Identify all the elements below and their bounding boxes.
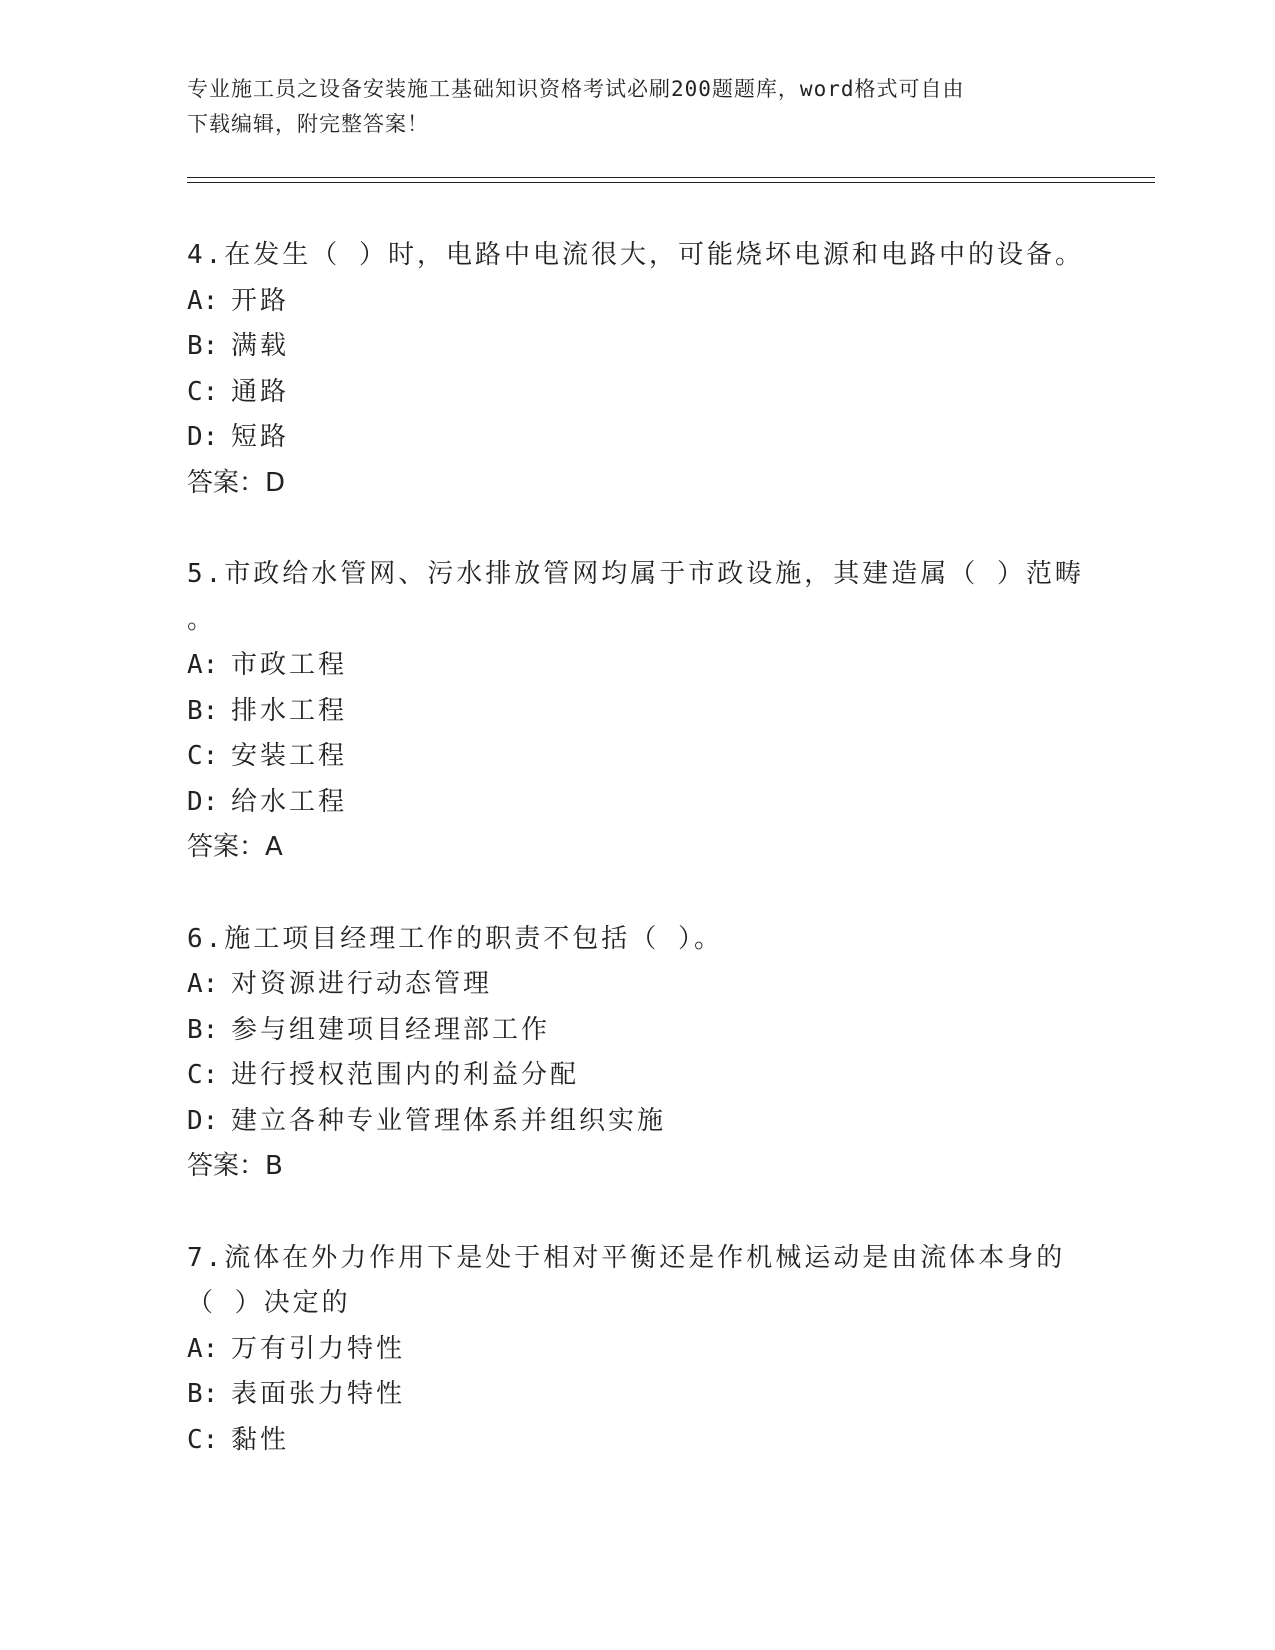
option-text: 通路 [231,376,290,407]
option-text: 表面张力特性 [231,1379,406,1409]
option-key: D: [187,786,219,817]
option-c [187,1418,1087,1464]
option-key: B: [187,331,219,361]
option-text: 参与组建项目经理部工作 [231,1014,551,1045]
option-d [187,1099,1087,1145]
option-c [187,1053,1087,1099]
option-key: D: [187,422,219,452]
option-text: 市政工程 [231,650,348,680]
question-6 [187,917,1087,1190]
option-key: A: [187,969,219,999]
option-a [187,962,1087,1008]
answer-line: 答案：A [187,832,283,862]
header-line-2: 下载编辑，附完整答案！ [187,112,429,136]
option-b [187,689,1087,735]
option-text: 满载 [231,331,290,361]
question-list [187,233,1087,1509]
option-key: C: [187,1424,219,1455]
option-key: A: [187,650,219,680]
document-header [187,72,1077,142]
option-b [187,1372,1087,1418]
option-key: C: [187,376,219,407]
option-text: 给水工程 [231,786,348,817]
option-key: C: [187,1060,219,1090]
header-divider-bottom [187,182,1155,183]
option-text: 黏性 [231,1424,290,1455]
option-c [187,734,1087,780]
option-key: B: [187,695,219,726]
option-key: B: [187,1379,219,1409]
option-b [187,1008,1087,1054]
question-stem: 4.在发生（ ）时，电路中电流很大，可能烧坏电源和电路中的设备。 [187,240,1084,270]
question-5 [187,552,1087,871]
option-key: C: [187,741,219,771]
option-b [187,324,1087,370]
header-divider-top [187,177,1155,178]
option-key: B: [187,1014,219,1045]
option-key: A: [187,1333,219,1364]
option-text: 开路 [231,285,290,316]
option-d [187,780,1087,826]
question-7 [187,1236,1087,1464]
option-a [187,643,1087,689]
option-text: 对资源进行动态管理 [231,969,493,999]
answer-line: 答案：B [187,1151,283,1181]
question-4 [187,233,1087,506]
option-text: 建立各种专业管理体系并组织实施 [231,1105,667,1136]
question-stem-continued: 。 [187,604,217,635]
header-line-1: 专业施工员之设备安装施工基础知识资格考试必刷200题题库，word格式可自由 [187,77,965,101]
option-text: 安装工程 [231,741,348,771]
question-stem: 5.市政给水管网、污水排放管网均属于市政设施，其建造属（ ）范畴 [187,559,1084,589]
question-stem: 7.流体在外力作用下是处于相对平衡还是作机械运动是由流体本身的 [187,1242,1066,1273]
option-text: 进行授权范围内的利益分配 [231,1060,580,1090]
option-text: 排水工程 [231,695,348,726]
option-key: D: [187,1105,219,1136]
answer-line: 答案：D [187,467,286,498]
option-c [187,370,1087,416]
option-a [187,1327,1087,1373]
option-text: 万有引力特性 [231,1333,406,1364]
option-text: 短路 [231,422,290,452]
option-key: A: [187,285,219,316]
question-stem: 6.施工项目经理工作的职责不包括（ ）。 [187,923,723,954]
option-d [187,415,1087,461]
question-stem-continued: （ ）决定的 [187,1288,351,1318]
option-a [187,279,1087,325]
